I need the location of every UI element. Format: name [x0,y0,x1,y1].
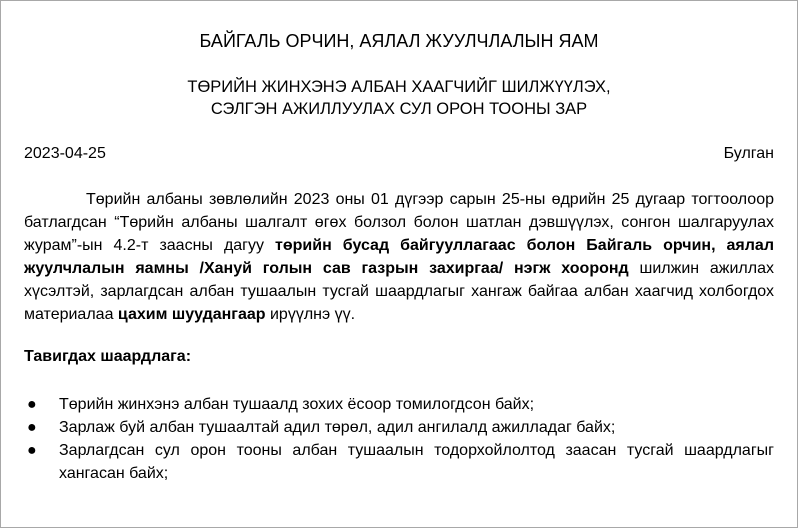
title-line-1: ТӨРИЙН ЖИНХЭНЭ АЛБАН ХААГЧИЙГ ШИЛЖҮҮЛЭХ, [187,78,611,96]
title-line-2: СЭЛГЭН АЖИЛЛУУЛАХ СУЛ ОРОН ТООНЫ ЗАР [210,100,588,118]
meta-row [24,145,774,163]
body-paragraph [24,188,774,326]
body-text-1: Төрийн албаны зөвлөлийн 2023 оны 01 дүгээр сарын 25-ны өдрийн 25 дугаар тогтоолоор батлагдсан “Төрийн албаны шалгалт өгөх болзол болон шатлан дэвшүүлэх, сонгон шалгаруулах журам”-ын 4.2-т заасны дагуу [24,191,774,254]
body-text-2: шилжин ажиллах хүсэлтэй, зарлагдсан албан тушаалын тусгай шаардлагыг хангаж байгаа албан хаагчид холбогдох материалаа [24,260,774,323]
body-bold-2: цахим шуудангаар [117,306,266,323]
body-text-3: ирүүлнэ үү. [265,306,356,323]
ministry-name: БАЙГАЛЬ ОРЧИН, АЯЛАЛ ЖУУЛЧЛАЛЫН ЯАМ [199,31,599,51]
requirement-text: Зарлаж буй албан тушаалтай адил төрөл, адил ангилалд ажилладаг байх; [59,419,616,436]
announcement-title [1,76,797,120]
body-bold-1: төрийн бусад байгууллагаас болон Байгаль орчин, аялал жуулчлалын яамны /Хануй голын сав газрын захиргаа/ нэгж хооронд [24,237,774,277]
bullet-icon: ● [27,419,37,436]
announcement-location: Булган [723,145,774,162]
requirement-text: Төрийн жинхэнэ албан тушаалд зохих ёсоор томилогдсон байх; [59,396,535,413]
requirements-list [24,393,774,485]
requirements-heading: Тавигдах шаардлага: [24,348,192,365]
announcement-date: 2023-04-25 [24,145,106,162]
list-item [24,416,774,439]
requirement-text: Зарлагдсан сул орон тооны албан тушаалын тодорхойлолтод заасан тусгай шаардлагыг хангасан байх; [59,442,774,482]
list-item [24,439,774,485]
list-item [24,393,774,416]
bullet-icon: ● [27,442,37,459]
bullet-icon: ● [27,396,37,413]
